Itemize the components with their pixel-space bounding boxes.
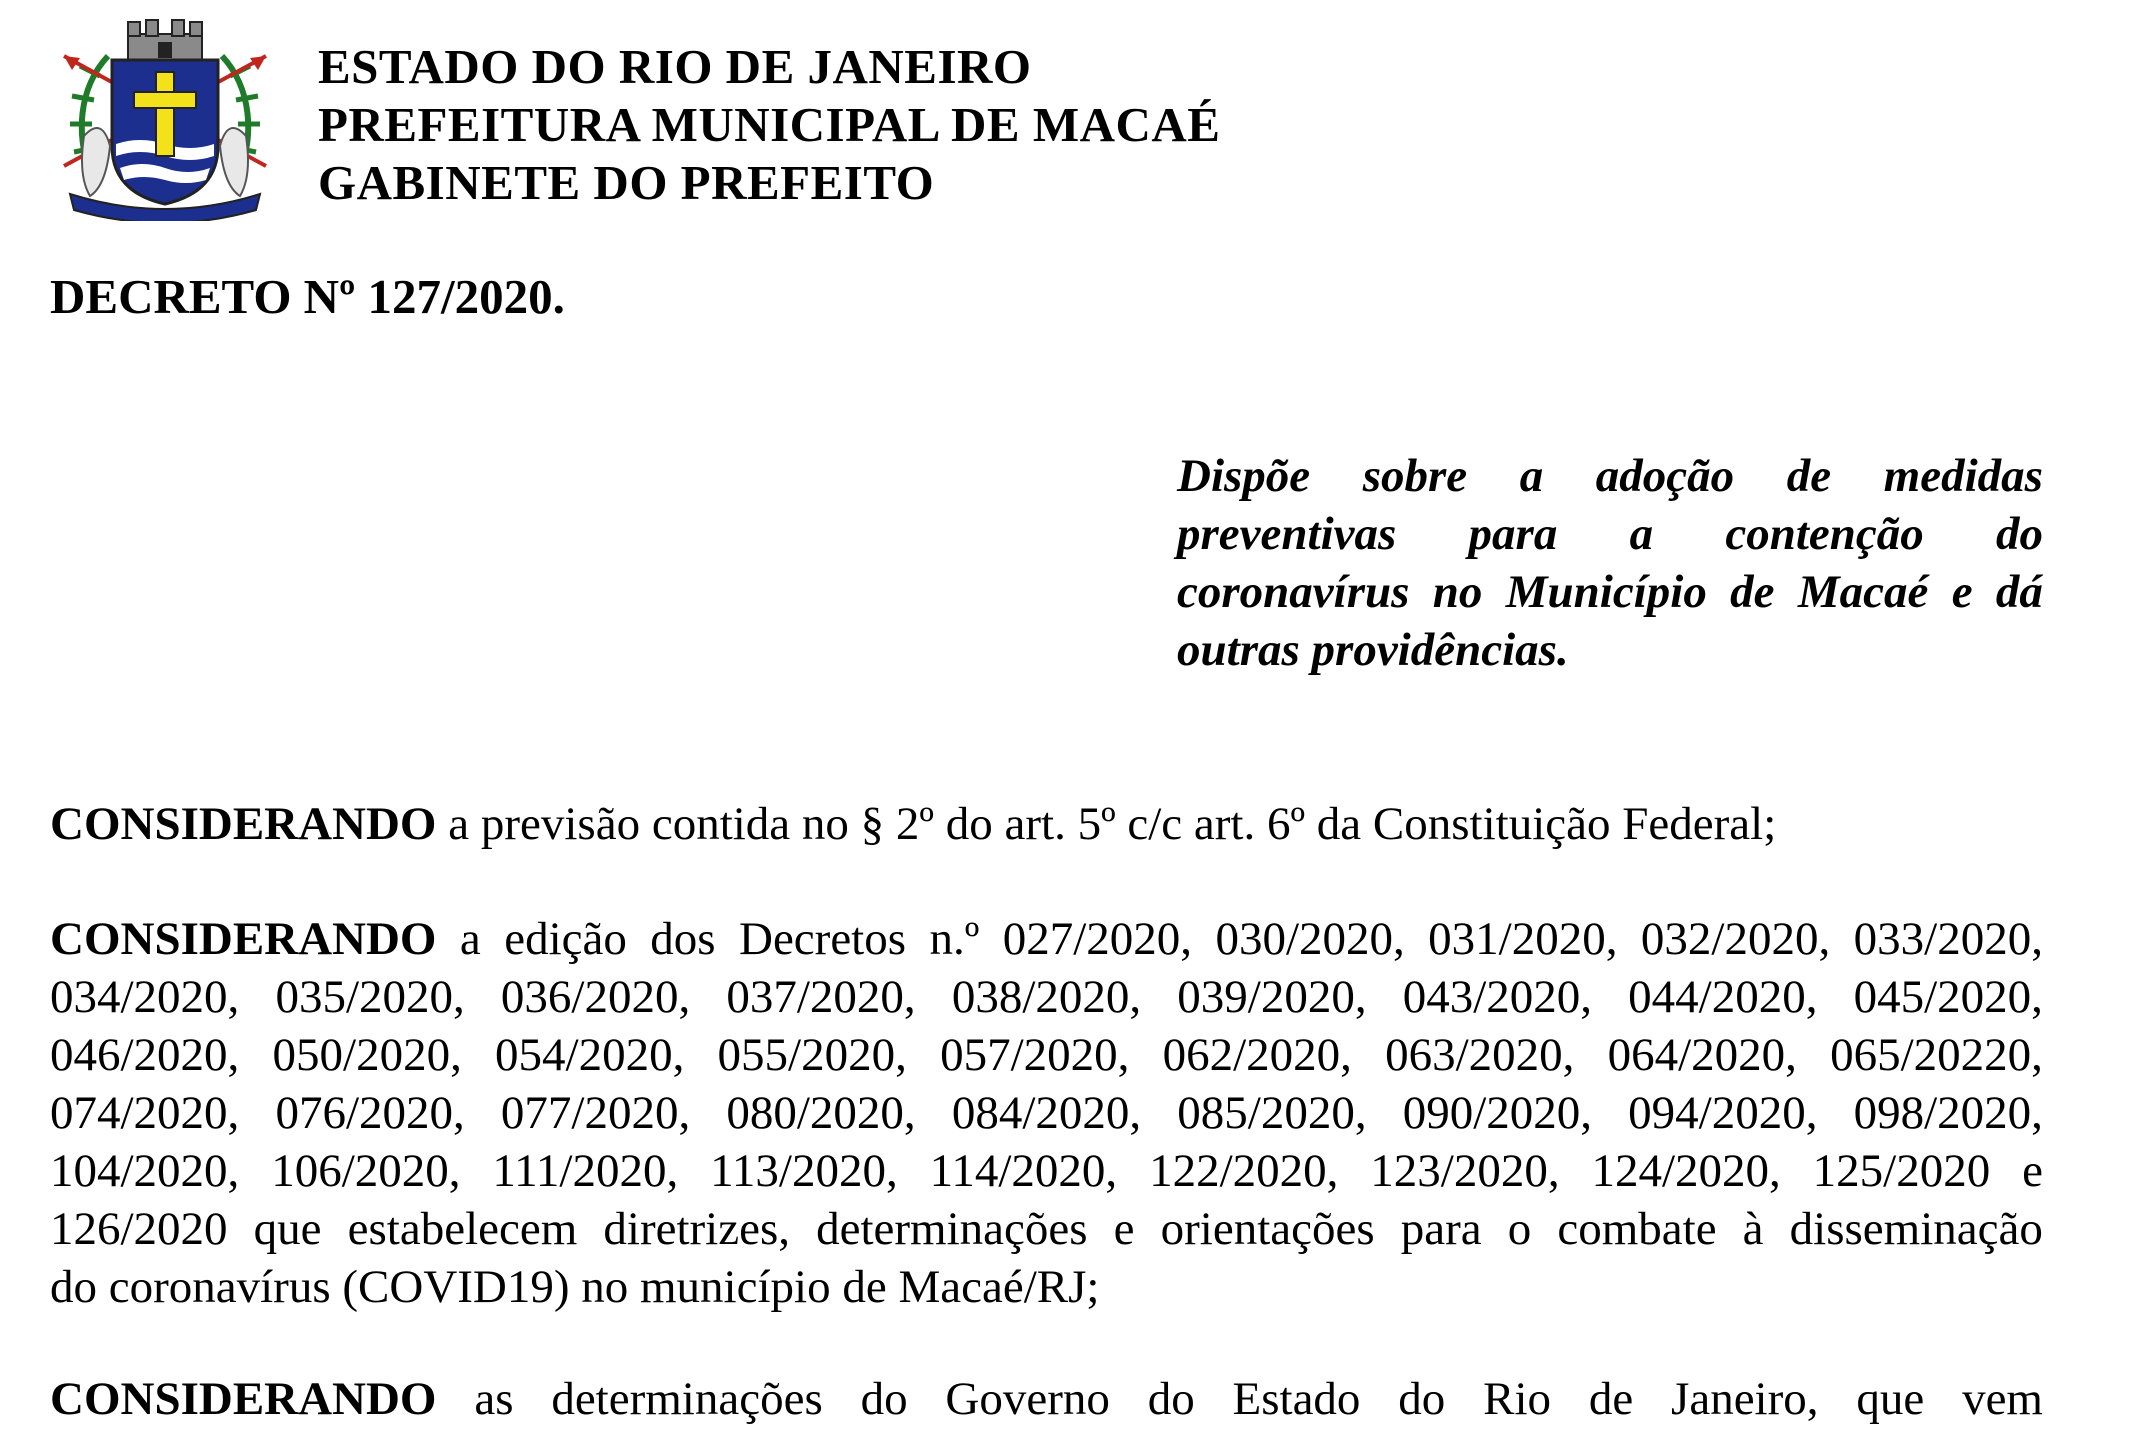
paragraph-word: o: [1507, 1203, 1532, 1255]
paragraph-line: do coronavírus (COVID19) no município de Macaé/RJ;: [50, 1261, 1100, 1313]
decree-ref: 090/2020,: [1402, 1087, 1593, 1139]
decree-ref: 123/2020,: [1370, 1145, 1560, 1197]
paragraph-word: disseminação: [1789, 1203, 2043, 1255]
decree-ref: 111/2020,: [492, 1145, 679, 1197]
decree-ref: 064/2020,: [1607, 1029, 1797, 1081]
decree-ref: 057/2020,: [940, 1029, 1130, 1081]
paragraph-word: que: [253, 1203, 322, 1255]
decree-number: DECRETO Nº 127/2020.: [50, 269, 565, 324]
paragraph-word: do: [1147, 1373, 1195, 1425]
decree-ref: 077/2020,: [500, 1087, 691, 1139]
paragraph-line: [50, 1200, 2043, 1258]
decree-ref: 034/2020,: [50, 971, 240, 1023]
paragraph-word: vem: [1962, 1373, 2043, 1425]
paragraph-word: Estado: [1232, 1373, 1361, 1425]
summary-word: sobre: [1362, 450, 1468, 502]
decree-ref: 038/2020,: [951, 971, 1142, 1023]
paragraph-line: [50, 968, 2043, 1026]
decree-ref: 124/2020,: [1591, 1145, 1781, 1197]
summary-word: de: [1786, 450, 1832, 502]
decree-ref: 044/2020,: [1628, 971, 1818, 1023]
paragraph-word: a: [459, 913, 481, 965]
paragraph-word: que: [1856, 1373, 1925, 1425]
letterhead-office: GABINETE DO PREFEITO: [318, 155, 935, 210]
decree-ref: 054/2020,: [495, 1029, 685, 1081]
paragraph-word: determinações: [816, 1203, 1088, 1255]
summary-word: Dispõe: [1177, 450, 1311, 502]
decree-ref: 055/2020,: [717, 1029, 907, 1081]
paragraph-line: [50, 1370, 2043, 1428]
decree-ref: 106/2020,: [271, 1145, 461, 1197]
paragraph-word: de: [1588, 1373, 1634, 1425]
decree-ref: 046/2020,: [50, 1029, 240, 1081]
decree-ref: 031/2020,: [1428, 913, 1618, 965]
decree-ref: 030/2020,: [1215, 913, 1405, 965]
decree-ref: 125/2020: [1812, 1145, 1991, 1197]
summary-word: a: [1519, 450, 1544, 502]
paragraph-word: Janeiro,: [1671, 1373, 1819, 1425]
paragraph-word: Governo: [945, 1373, 1110, 1425]
decree-ref: 033/2020,: [1853, 913, 2043, 965]
municipal-crest-logo: [50, 16, 280, 221]
decree-ref: 076/2020,: [275, 1087, 465, 1139]
decree-ref: 113/2020,: [710, 1145, 898, 1197]
decree-ref: 122/2020,: [1149, 1145, 1339, 1197]
paragraph-line: [50, 1142, 2043, 1200]
decree-ref: 063/2020,: [1385, 1029, 1575, 1081]
paragraph-text: a previsão contida no § 2º do art. 5º c/c art. 6º da Constituição Federal;: [436, 798, 1777, 850]
considering-keyword: CONSIDERANDO: [50, 913, 437, 965]
paragraph-word: combate: [1557, 1203, 1717, 1255]
summary-word: do: [1996, 508, 2043, 560]
summary-line: [1177, 505, 2043, 563]
summary-word: preventivas: [1177, 508, 1397, 560]
decree-ref: 065/20220,: [1830, 1029, 2043, 1081]
decree-ref: 062/2020,: [1162, 1029, 1352, 1081]
decree-ref: 045/2020,: [1853, 971, 2043, 1023]
summary-word: a: [1629, 508, 1654, 560]
decree-ref: 035/2020,: [275, 971, 465, 1023]
decree-ref: 126/2020: [50, 1203, 228, 1255]
letterhead-city-hall: PREFEITURA MUNICIPAL DE MACAÉ: [318, 97, 1221, 152]
summary-word: Município: [1505, 566, 1707, 618]
decree-ref: 043/2020,: [1402, 971, 1593, 1023]
paragraph-line: [50, 910, 2043, 968]
considering-paragraph: [50, 795, 2043, 853]
summary-word: de: [1730, 566, 1775, 618]
paragraph-word: estabelecem: [347, 1203, 578, 1255]
paragraph-word: determinações: [551, 1373, 823, 1425]
paragraph-word: diretrizes,: [603, 1203, 791, 1255]
decree-ref: 084/2020,: [951, 1087, 1142, 1139]
decree-ref: 039/2020,: [1177, 971, 1367, 1023]
paragraph-word: e: [2022, 1145, 2043, 1197]
paragraph-word: as: [474, 1373, 514, 1425]
decree-ref: 050/2020,: [272, 1029, 462, 1081]
decree-ref: 037/2020,: [726, 971, 916, 1023]
summary-line: outras providências.: [1177, 624, 1569, 676]
letterhead-state: ESTADO DO RIO DE JANEIRO: [318, 39, 1032, 94]
summary-word: Macaé: [1797, 566, 1929, 618]
paragraph-word: n.º: [929, 913, 980, 965]
paragraph-word: edição: [504, 913, 627, 965]
summary-word: adoção: [1595, 450, 1735, 502]
paragraph-word: para: [1400, 1203, 1482, 1255]
paragraph-line: [50, 1026, 2043, 1084]
paragraph-line: [50, 1084, 2043, 1142]
decree-ref: 114/2020,: [929, 1145, 1118, 1197]
decree-ref: 080/2020,: [726, 1087, 916, 1139]
considering-paragraph: [50, 1370, 2043, 1428]
decree-ref: 094/2020,: [1628, 1087, 1818, 1139]
decree-ref: 032/2020,: [1640, 913, 1831, 965]
summary-line: [1177, 563, 2043, 621]
decree-ref: 074/2020,: [50, 1087, 240, 1139]
decree-summary: [1177, 447, 2043, 679]
decree-ref: 098/2020,: [1853, 1087, 2043, 1139]
summary-word: dá: [1995, 566, 2043, 618]
paragraph-word: do: [860, 1373, 908, 1425]
paragraph-word: e: [1113, 1203, 1135, 1255]
paragraph-line: [50, 795, 2043, 853]
decree-ref: 085/2020,: [1177, 1087, 1367, 1139]
summary-word: no: [1432, 566, 1483, 618]
paragraph-word: Rio: [1483, 1373, 1552, 1425]
letterhead: [318, 38, 1220, 212]
paragraph-word: orientações: [1160, 1203, 1375, 1255]
summary-word: medidas: [1883, 450, 2043, 502]
summary-line: [1177, 447, 2043, 505]
summary-word: e: [1951, 566, 1973, 618]
summary-word: para: [1468, 508, 1558, 560]
decree-ref: 027/2020,: [1002, 913, 1193, 965]
considering-keyword: CONSIDERANDO: [50, 798, 437, 850]
decree-ref: 036/2020,: [500, 971, 691, 1023]
considering-paragraph: [50, 910, 2043, 1316]
paragraph-word: à: [1742, 1203, 1764, 1255]
paragraph-word: dos: [650, 913, 716, 965]
summary-word: contenção: [1725, 508, 1924, 560]
summary-word: coronavírus: [1177, 566, 1410, 618]
paragraph-word: Decretos: [739, 913, 907, 965]
paragraph-word: do: [1398, 1373, 1446, 1425]
decree-ref: 104/2020,: [50, 1145, 240, 1197]
mural-crown-icon: [128, 20, 202, 60]
considering-keyword: CONSIDERANDO: [50, 1373, 437, 1425]
